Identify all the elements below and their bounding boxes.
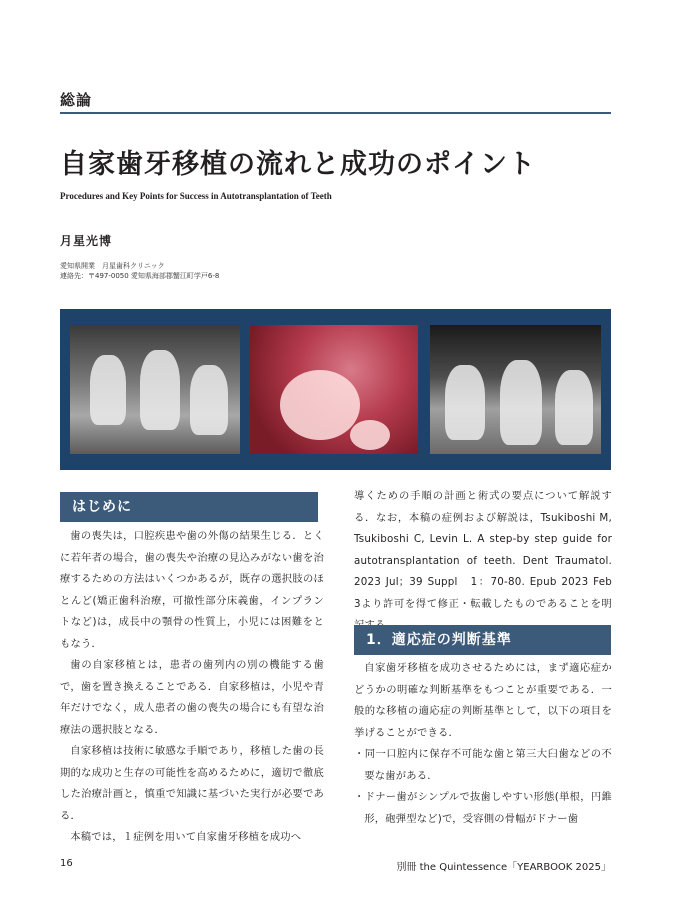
figure-photo-strip — [60, 309, 611, 470]
radiograph-image-before — [70, 325, 240, 454]
intro-paragraph: 自家移植は技術に敏感な手順であり，移植した歯の長期的な成功と生存の可能性を高めるために，適切で徹底した治療計画と，慎重で知識に基づいた実行が必要である． — [60, 745, 324, 822]
page-number: 16 — [60, 858, 73, 869]
intro-paragraph: 歯の自家移植とは，患者の歯列内の別の機能する歯で，歯を置き換えることである．自家移植は，小児や青年だけでなく，成人患者の歯の喪失の場合にも有望な治療法の選択肢となる． — [60, 659, 324, 736]
section-1-body — [354, 658, 612, 830]
publication-footer: 別冊 the Quintessence「YEARBOOK 2025」 — [396, 862, 611, 873]
intro-body — [60, 526, 324, 849]
affiliation — [60, 261, 219, 281]
english-title: Procedures and Key Points for Success in Autotransplantation of Teeth — [60, 191, 332, 201]
author-name: 月星光博 — [60, 234, 113, 248]
intro-heading: はじめに — [60, 492, 318, 522]
header-rule — [60, 112, 611, 114]
radiograph-image-after — [430, 325, 601, 454]
criteria-bullet: ・ドナー歯がシンプルで抜歯しやすい形態(単根，円錐形，砲弾型など)で，受容側の骨幅がドナー歯 — [354, 791, 612, 825]
affiliation-line-2: 連絡先：〒497-0050 愛知県海部郡蟹江町学戸6-8 — [60, 272, 220, 280]
intro-paragraph: 本稿では，１症例を用いて自家歯牙移植を成功へ — [70, 831, 302, 843]
section-label: 総論 — [60, 91, 93, 109]
criteria-bullet: ・同一口腔内に保存不可能な歯と第三大臼歯などの不要な歯がある． — [354, 748, 612, 782]
intro-continued-paragraph: 導くための手順の計画と術式の要点について解説する．なお，本稿の症例および解説は，Tsukiboshi M, Tsukiboshi C, Levin L. A step-by step guide for autotransplantation of teeth. Dent Traumatol. 2023 Jul；39 Suppl 1：70-80. Epub 2023 Feb 3より許可を得て修正・転載したものであることを明 — [354, 490, 612, 610]
section-1-heading: 1．適応症の判断基準 — [354, 625, 611, 655]
intro-continued — [354, 486, 612, 637]
section-1-paragraph: 自家歯牙移植を成功させるためには，まず適応症かどうかの明確な判断基準をもつことが重要である．一般的な移植の適応症の判断基準として，以下の項目を挙げることができる． — [354, 662, 612, 739]
intro-paragraph: 歯の喪失は，口腔疾患や歯の外傷の結果生じる．とくに若年者の場合，歯の喪失や治療の見込みがない歯を治療するための方法はいくつかあるが，既存の選択肢のほとんど(矯正歯科治療，可撤性部分床義歯，インプラントなど)は，成長中の顎骨の性質上，小児には困難をともなう． — [60, 530, 324, 650]
surgical-photo — [250, 325, 418, 454]
page-title: 自家歯牙移植の流れと成功のポイント — [60, 149, 536, 180]
affiliation-line-1: 愛知県開業 月星歯科クリニック — [60, 262, 165, 270]
